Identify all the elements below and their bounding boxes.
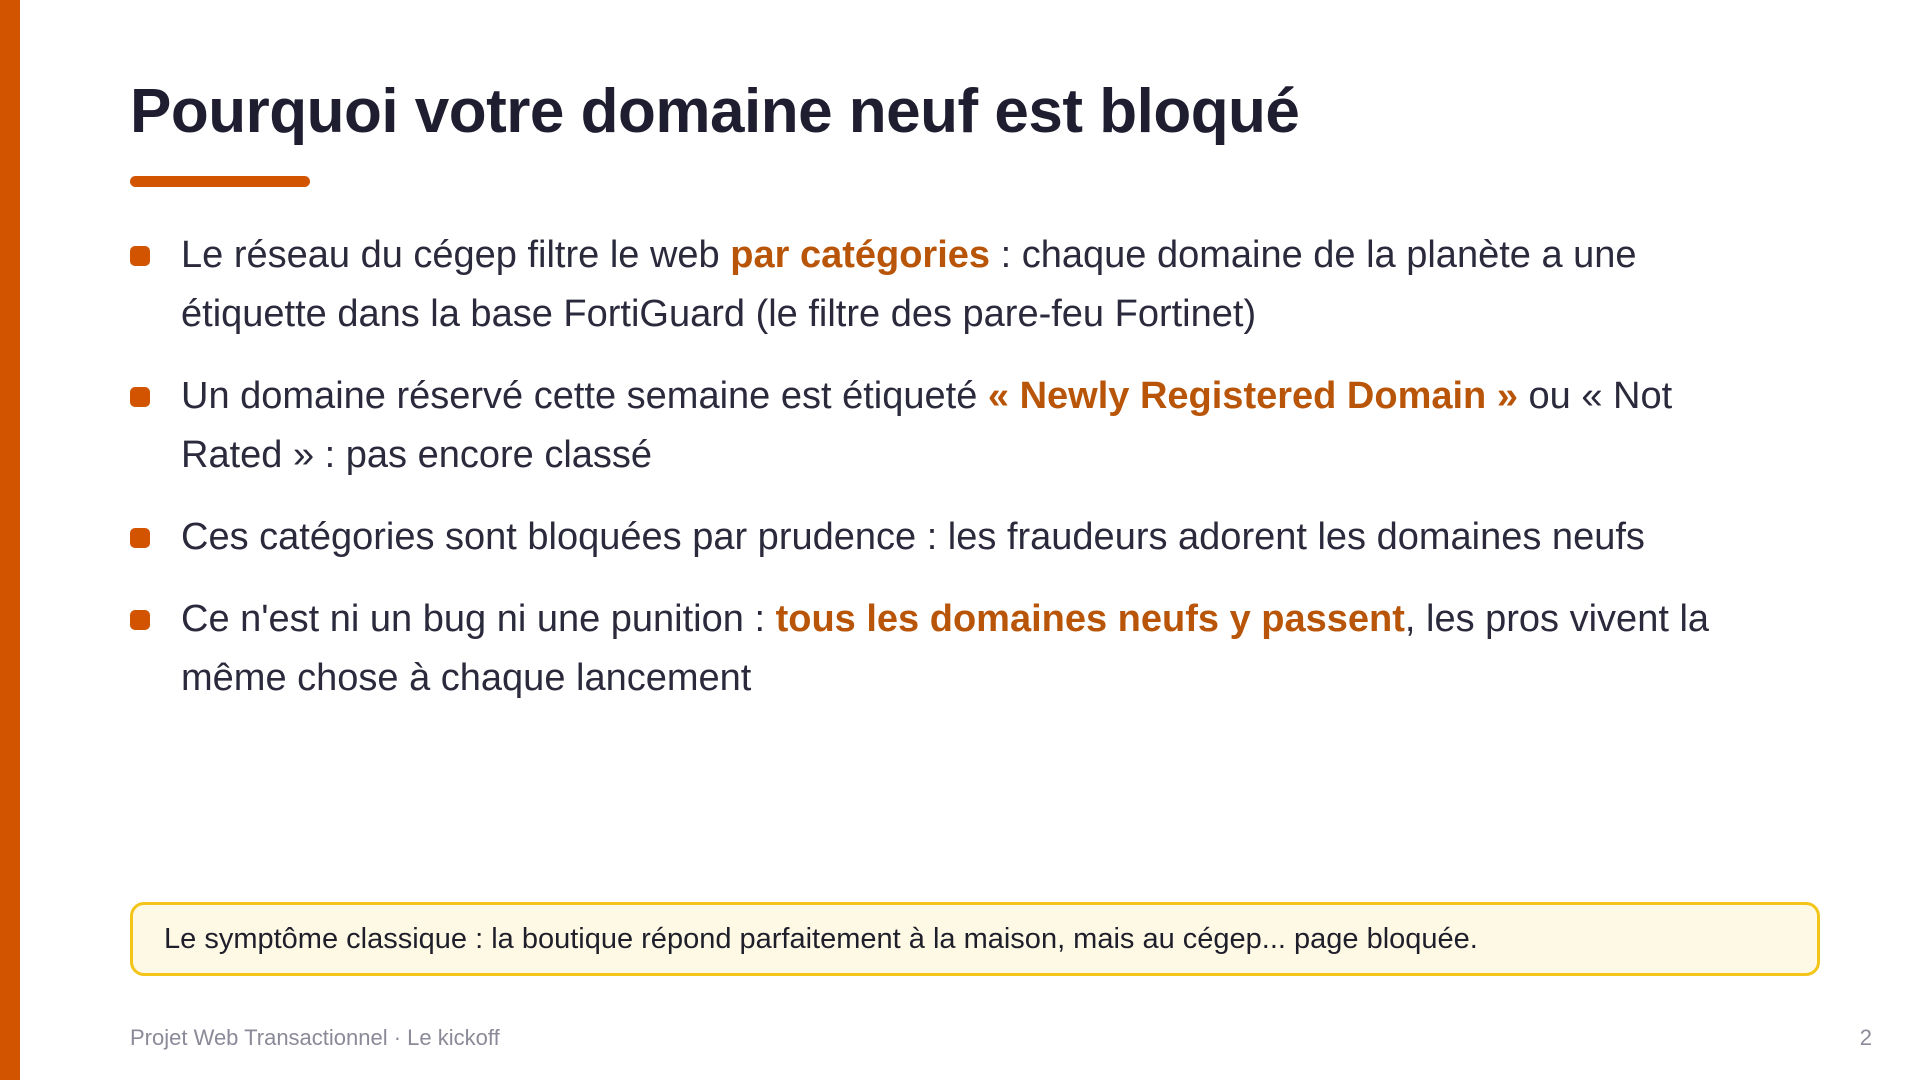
callout-box [130, 902, 1820, 976]
bullet-text-end: : chaque domaine de la planète a une étiquette dans la base FortiGuard (le filtre des pare-feu Fortinet) [181, 234, 1637, 335]
bullet-marker [130, 528, 150, 548]
footer-text: Projet Web Transactionnel · Le kickoff [130, 1025, 500, 1050]
bullet-text: Ces catégories sont bloquées par prudence : les fraudeurs adorent les domaines neufs [181, 516, 1645, 558]
bullet-text: Ce n'est ni un bug ni une punition : [181, 598, 776, 640]
bullet-text-end: ou « Not Rated » : pas encore classé [181, 375, 1673, 476]
callout-text: Le symptôme classique : la boutique répond parfaitement à la maison, mais au cégep... page bloquée. [164, 922, 1478, 955]
bullet-marker [130, 387, 150, 407]
bullet-item [130, 367, 1750, 485]
bullet-text: Le réseau du cégep filtre le web [181, 234, 731, 276]
bullet-item [130, 226, 1750, 344]
bullet-text-end: , les pros vivent la même chose à chaque lancement [181, 598, 1710, 699]
bullet-marker [130, 610, 150, 630]
page-number: 2 [1859, 1025, 1872, 1050]
bullet-highlight: « Newly Registered Domain » [987, 375, 1518, 417]
slide-title: Pourquoi votre domaine neuf est bloqué [130, 77, 1300, 146]
bullet-item [130, 508, 1750, 567]
accent-side-bar [0, 0, 20, 1080]
bullet-highlight: tous les domaines neufs y passent [775, 598, 1405, 640]
bullet-highlight: par catégories [730, 234, 991, 276]
bullet-list [130, 226, 1750, 731]
bullet-marker [130, 246, 150, 266]
title-underline [130, 176, 310, 187]
bullet-item [130, 590, 1750, 708]
bullet-text: Un domaine réservé cette semaine est étiqueté [181, 375, 988, 417]
